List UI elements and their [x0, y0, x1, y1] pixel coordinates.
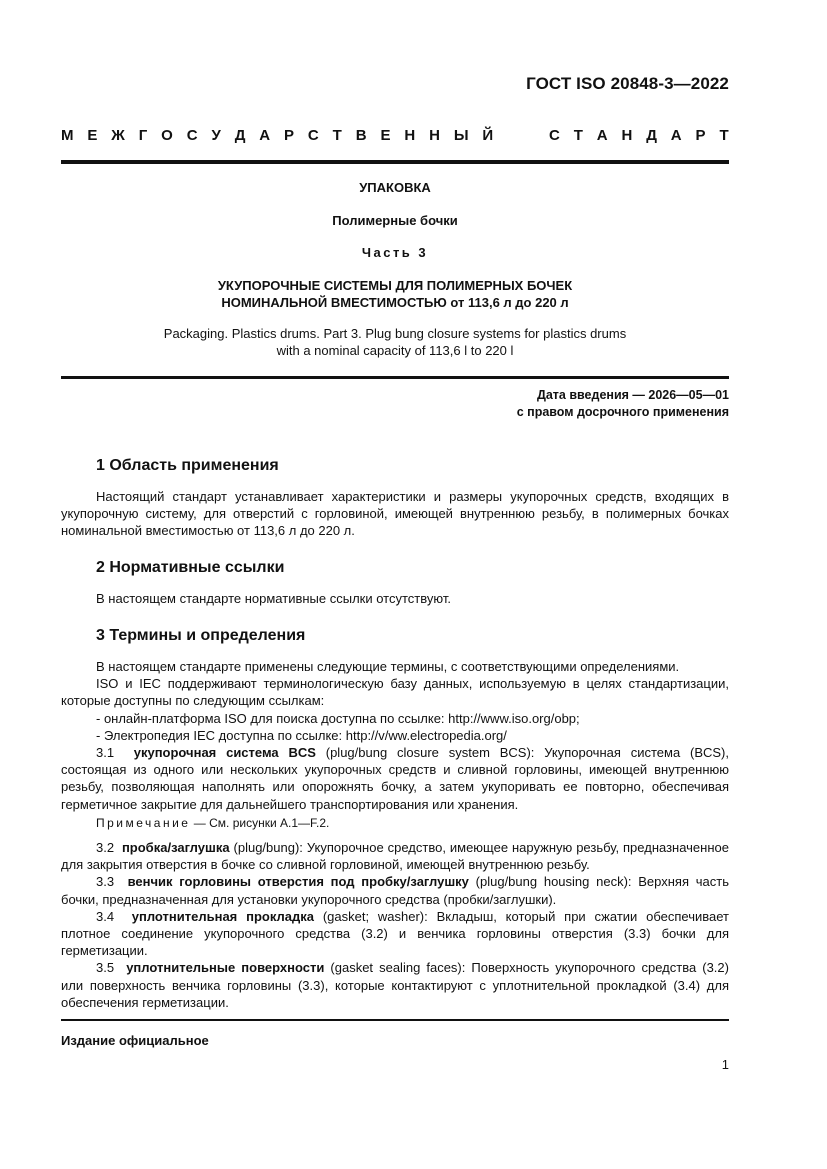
banner-letter: Г — [138, 127, 148, 144]
standard-code: ГОСТ ISO 20848-3—2022 — [526, 74, 729, 93]
footer-rule — [61, 1019, 729, 1021]
banner-letter: Е — [380, 127, 391, 144]
term-3-3 — [61, 873, 729, 907]
term-3-2 — [61, 839, 729, 873]
section-2-text — [61, 590, 729, 607]
banner-letter: Р — [695, 127, 706, 144]
title-english — [61, 325, 729, 359]
banner-letter: С — [548, 127, 560, 144]
term-3-3-name: венчик горловины отверстия под пробку/заглушку — [127, 874, 469, 890]
banner-letter: Р — [284, 127, 295, 144]
banner-letter: Й — [482, 127, 494, 144]
section-1-heading: 1 Область применения — [96, 457, 279, 474]
term-3-5-number: 3.5 — [96, 960, 115, 976]
introduction-date — [517, 387, 729, 421]
banner-letter: Н — [621, 127, 633, 144]
term-3-4-definition: (gasket; washer): Вкладыш, который при сжатии обеспечивает плотное соединение укупорочного средства (3.2) и венчика горловины отверстия (3.3) бочки для герметизации. — [61, 908, 729, 959]
term-3-4-name: уплотнительная прокладка — [131, 908, 314, 924]
title-english-line1: Packaging. Plastics drums. Part 3. Plug bung closure systems for plastics drums — [163, 326, 627, 341]
iec-link-item: - Электропедия IEC доступна по ссылке: http://v/ww.electropedia.org/ — [96, 727, 507, 743]
section-3-text — [61, 658, 729, 813]
title-main — [61, 277, 729, 311]
official-edition: Издание официальное — [61, 1033, 209, 1048]
term-3-1-definition: (plug/bung closure system BCS): Укупорочная система (BCS), состоящая из одного или нескольких укупорочных средств и сливной горловины, имеющей внутреннюю резьбу, позволяющая наполнять или опорожнять бочку, а затем укупоривать ее повторно, обеспечивая герметичное закрытие для дальнейшего транспортирования или хранения. — [61, 745, 730, 812]
section-3-terms — [61, 839, 729, 1011]
early-application-line: с правом досрочного применения — [516, 405, 729, 419]
term-3-2-number: 3.2 — [96, 840, 115, 855]
banner-letter: В — [355, 127, 367, 144]
banner-letter: Т — [573, 127, 583, 144]
section-1-paragraph: Настоящий стандарт устанавливает характеристики и размеры укупорочных средств, входящих в укупорочную систему, для отверстий с горловиной, имеющей внутреннюю резьбу, в полимерных бочках номинальной вместимостью от 113,6 л до 220 л. — [61, 489, 729, 539]
banner-letter: Д — [646, 127, 657, 144]
banner-letter: А — [259, 127, 271, 144]
term-3-4 — [61, 908, 729, 960]
section-2-heading: 2 Нормативные ссылки — [96, 559, 285, 576]
note-3-1 — [96, 816, 329, 830]
title-main-line1: УКУПОРОЧНЫЕ СИСТЕМЫ ДЛЯ ПОЛИМЕРНЫХ БОЧЕК — [217, 278, 573, 293]
banner-letter: С — [307, 127, 319, 144]
banner-letter: А — [596, 127, 608, 144]
term-3-5 — [61, 959, 729, 1011]
banner-letter: У — [211, 127, 221, 144]
term-3-5-name: уплотнительные поверхности — [126, 960, 325, 976]
title-part: Часть 3 — [361, 245, 429, 260]
title-english-line2: with a nominal capacity of 113,6 l to 220 l — [276, 343, 514, 358]
section-1-text — [61, 488, 729, 540]
title-packaging: УПАКОВКА — [359, 180, 431, 195]
term-3-1-number: 3.1 — [96, 745, 115, 761]
introduction-date-line: Дата введения — 2026—05—01 — [536, 388, 729, 402]
banner-letter: Т — [719, 127, 729, 144]
term-3-5-definition: (gasket sealing faces): Поверхность укупорочного средства (3.2) или поверхность венчика горловины (3.3), которые контактируют с уплотнительной прокладкой (3.4) для обеспечения герметизации. — [61, 960, 729, 1010]
banner-letter: Т — [332, 127, 342, 144]
page-number: 1 — [721, 1057, 729, 1072]
note-label: Примечание — [96, 816, 191, 830]
banner-letter: С — [186, 127, 198, 144]
title-subtitle: Полимерные бочки — [332, 213, 458, 228]
term-3-1-name: укупорочная система BCS — [133, 745, 316, 761]
note-text: — См. рисунки А.1—F.2. — [190, 816, 330, 830]
section-3-heading: 3 Термины и определения — [96, 627, 306, 644]
term-3-3-definition: (plug/bung housing neck): Верхняя часть бочки, предназначенная для установки укупорочного средства (пробки/заглушки). — [61, 874, 729, 907]
banner-letter: Н — [404, 127, 416, 144]
banner-letter: А — [670, 127, 682, 144]
title-rule — [61, 376, 729, 379]
banner-letter: Ж — [111, 127, 125, 144]
banner-letter: Н — [429, 127, 440, 144]
term-3-4-number: 3.4 — [96, 908, 115, 924]
section-3-intro: В настоящем стандарте применены следующие термины, с соответствующими определениями. — [96, 659, 680, 674]
banner-letter: Ы — [453, 127, 469, 144]
banner-letter: М — [61, 127, 74, 144]
section-3-iso-iec: ISO и IEC поддерживают терминологическую базу данных, используемую в целях стандартизации, которые доступны по следующим ссылкам: — [61, 676, 729, 709]
section-2-paragraph: В настоящем стандарте нормативные ссылки отсутствуют. — [96, 591, 451, 606]
term-3-3-number: 3.3 — [96, 874, 115, 890]
term-3-1 — [61, 744, 729, 813]
banner-letter: О — [161, 127, 173, 144]
iso-link-item: - онлайн-платформа ISO для поиска доступна по ссылке: http://www.iso.org/obp; — [96, 710, 580, 726]
banner-letter: Е — [87, 127, 98, 144]
header-rule — [61, 160, 729, 164]
banner-letter: Д — [234, 127, 246, 144]
interstate-standard-banner — [61, 127, 729, 144]
term-3-2-name: пробка/заглушка — [121, 840, 230, 855]
term-3-2-definition: (plug/bung): Укупорочное средство, имеющее наружную резьбу, предназначенное для закрытия отверстия в бочке со сливной горловиной, имеющей внутреннюю резьбу. — [61, 840, 729, 873]
title-main-line2: НОМИНАЛЬНОЙ ВМЕСТИМОСТЬЮ от 113,6 л до 220 л — [221, 295, 569, 310]
